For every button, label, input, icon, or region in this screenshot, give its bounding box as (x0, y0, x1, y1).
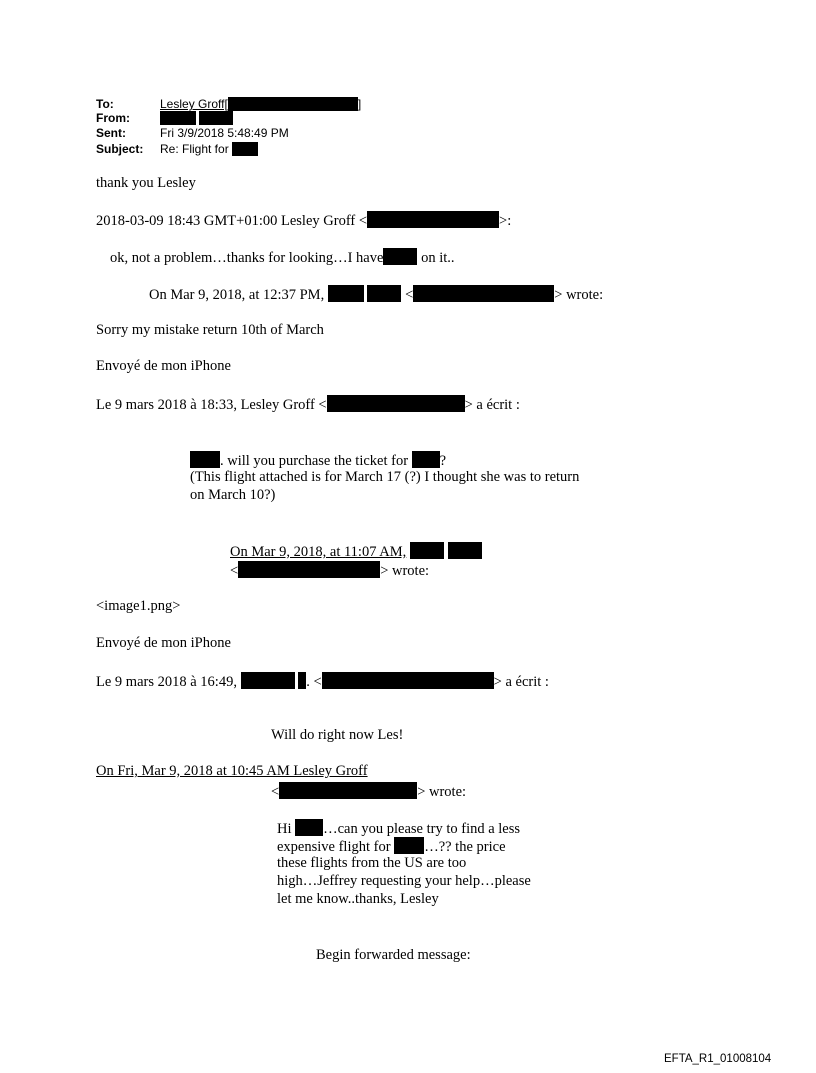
body-line: Begin forwarded message: (316, 947, 471, 963)
body-line: . will you purchase the ticket for ? (190, 451, 446, 470)
redaction-box (228, 97, 358, 111)
redaction-box (279, 782, 417, 799)
body-line: < > wrote: (271, 784, 467, 800)
redaction-box (412, 451, 440, 468)
redaction-box (410, 542, 444, 559)
body-line: ok, not a problem…thanks for looking…I have on it.. (110, 250, 455, 266)
body-line: on March 10?) (190, 487, 276, 503)
redaction-box (238, 561, 380, 578)
redaction-box (298, 672, 306, 689)
header-to-value: Lesley Groff[ ] (160, 97, 362, 111)
redaction-box (383, 248, 417, 265)
header-subject-label: Subject: (96, 142, 144, 156)
redaction-box (190, 451, 220, 468)
body-line: Le 9 mars 2018 à 18:33, Lesley Groff < > a écrit : (96, 397, 520, 413)
redaction-box (448, 542, 482, 559)
body-line: On Fri, Mar 9, 2018 at 10:45 AM Lesley Groff (96, 763, 368, 779)
body-line: <image1.png> (96, 598, 181, 614)
redaction-box (241, 672, 295, 689)
body-line: < > wrote: (230, 563, 430, 579)
redaction-box (327, 395, 465, 412)
redaction-box (232, 142, 258, 156)
body-line: On Mar 9, 2018, at 11:07 AM, (230, 542, 482, 561)
redaction-box (160, 111, 196, 125)
body-line: Envoyé de mon iPhone (96, 358, 231, 374)
body-line: these flights from the US are too (277, 855, 467, 871)
body-line: let me know..thanks, Lesley (277, 891, 439, 907)
header-to-label: To: (96, 97, 114, 111)
body-line: Envoyé de mon iPhone (96, 635, 231, 651)
header-subject-value: Re: Flight for (160, 142, 258, 156)
body-line: Hi …can you please try to find a less (277, 821, 521, 837)
redaction-box (413, 285, 554, 302)
body-line: expensive flight for …?? the price (277, 839, 506, 855)
redaction-box (199, 111, 233, 125)
header-sent-value: Fri 3/9/2018 5:48:49 PM (160, 126, 289, 140)
redaction-box (295, 819, 323, 836)
document-id: EFTA_R1_01008104 (664, 1053, 772, 1065)
redaction-box (394, 837, 424, 854)
redaction-box (367, 211, 499, 228)
body-line: Le 9 mars 2018 à 16:49, . < > a écrit : (96, 674, 549, 690)
body-line: Sorry my mistake return 10th of March (96, 322, 324, 338)
redaction-box (328, 285, 364, 302)
body-line: high…Jeffrey requesting your help…please (277, 873, 531, 889)
body-line: On Mar 9, 2018, at 12:37 PM, < > wrote: (149, 287, 604, 303)
header-from-label: From: (96, 111, 130, 125)
header-sent-label: Sent: (96, 126, 126, 140)
redaction-box (322, 672, 494, 689)
body-line: 2018-03-09 18:43 GMT+01:00 Lesley Groff < >: (96, 213, 512, 229)
body-line: thank you Lesley (96, 175, 196, 191)
redaction-box (367, 285, 401, 302)
header-from-value (160, 111, 233, 125)
body-line: Will do right now Les! (271, 727, 404, 743)
body-line: (This flight attached is for March 17 (?) I thought she was to return (190, 469, 580, 485)
